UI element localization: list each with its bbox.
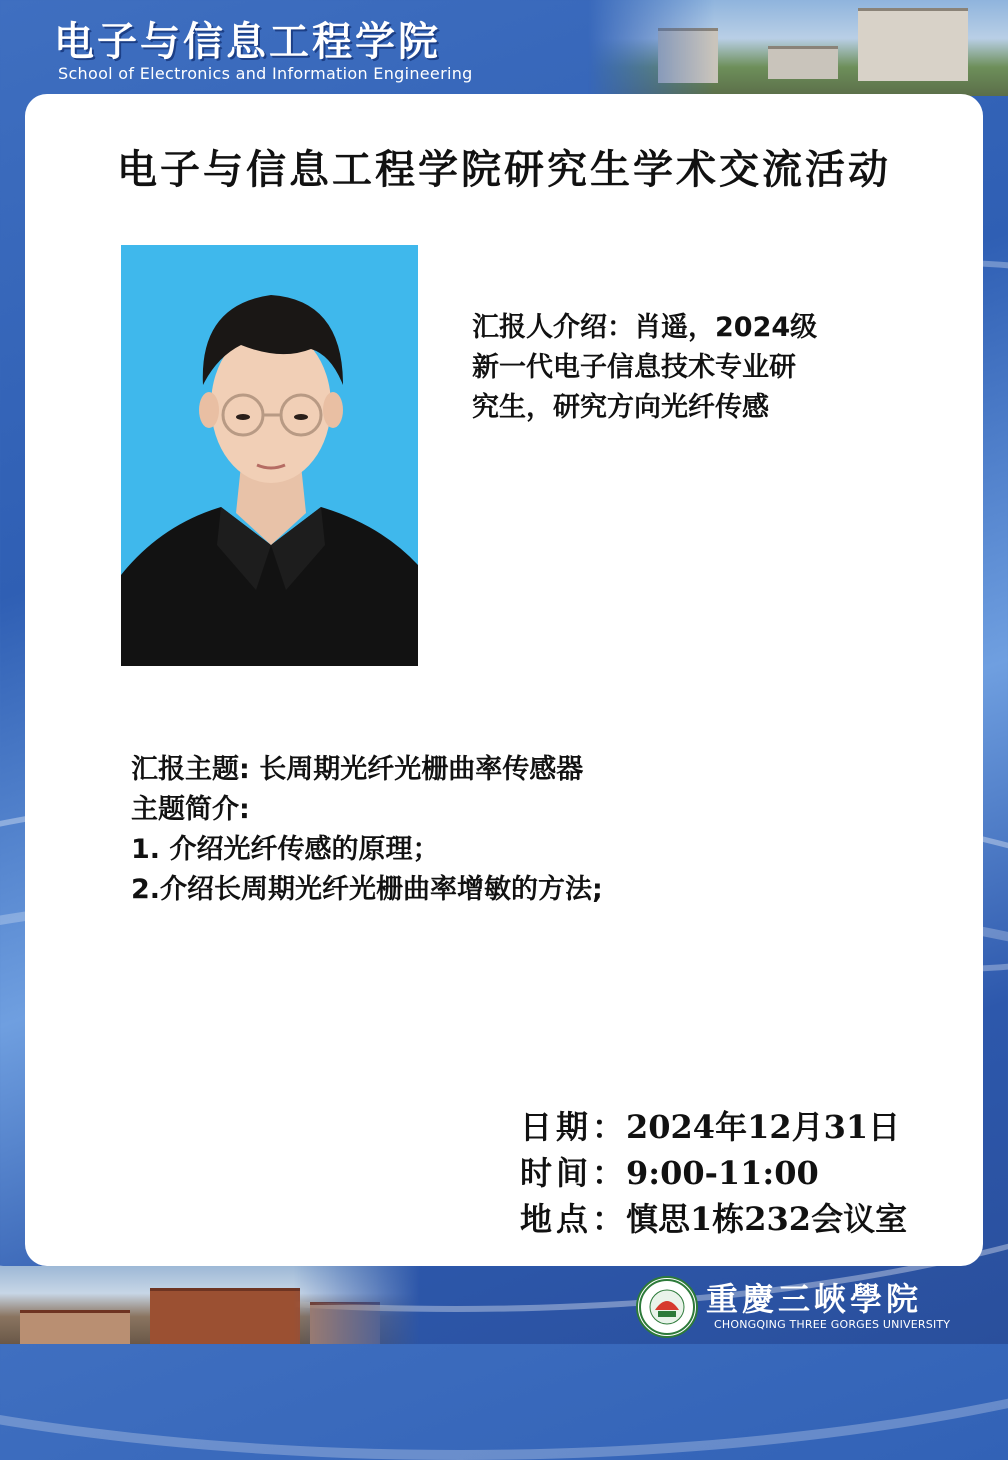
college-name-cn: 电子与信息工程学院 (54, 18, 441, 65)
topic-item: 1. 介绍光纤传感的原理； (131, 834, 440, 865)
topic-summary-heading: 主题简介: (131, 794, 250, 825)
page-title: 电子与信息工程学院研究生学术交流活动 (117, 146, 891, 193)
university-name-cn: 重慶三峽學院 (706, 1280, 923, 1318)
topic-section (131, 750, 891, 910)
date-value: 2024年12月31日 (626, 1108, 901, 1146)
time-label: 时间： (520, 1154, 629, 1192)
speaker-intro-line: 究生，研究方向光纤传感 (472, 392, 769, 423)
header-banner (0, 0, 1008, 96)
topic-title: 汇报主题: 长周期光纤光栅曲率传感器 (131, 754, 584, 785)
campus-photo (588, 0, 1008, 96)
place-value: 慎思1栋232会议室 (626, 1200, 908, 1238)
speaker-portrait (121, 245, 418, 666)
speaker-intro-line: 汇报人介绍：肖遥，2024级 (472, 312, 818, 343)
topic-item: 2.介绍长周期光纤光栅曲率增敏的方法; (131, 874, 603, 905)
event-time-row (520, 1150, 960, 1196)
event-place-row (520, 1196, 960, 1242)
university-name-en: CHONGQING THREE GORGES UNIVERSITY (714, 1318, 951, 1331)
time-value: 9:00-11:00 (626, 1154, 819, 1192)
speaker-intro (472, 308, 872, 428)
university-logo-icon (636, 1276, 698, 1338)
place-label: 地点： (520, 1200, 629, 1238)
date-label: 日期： (520, 1108, 629, 1146)
speaker-intro-line: 新一代电子信息技术专业研 (472, 352, 796, 383)
event-details (520, 1104, 960, 1242)
footer-banner (0, 1266, 1008, 1344)
event-date-row (520, 1104, 960, 1150)
footer-campus-photo (0, 1266, 420, 1344)
person-photo-icon (121, 245, 418, 666)
college-name-en: School of Electronics and Information Engineering (58, 64, 473, 83)
